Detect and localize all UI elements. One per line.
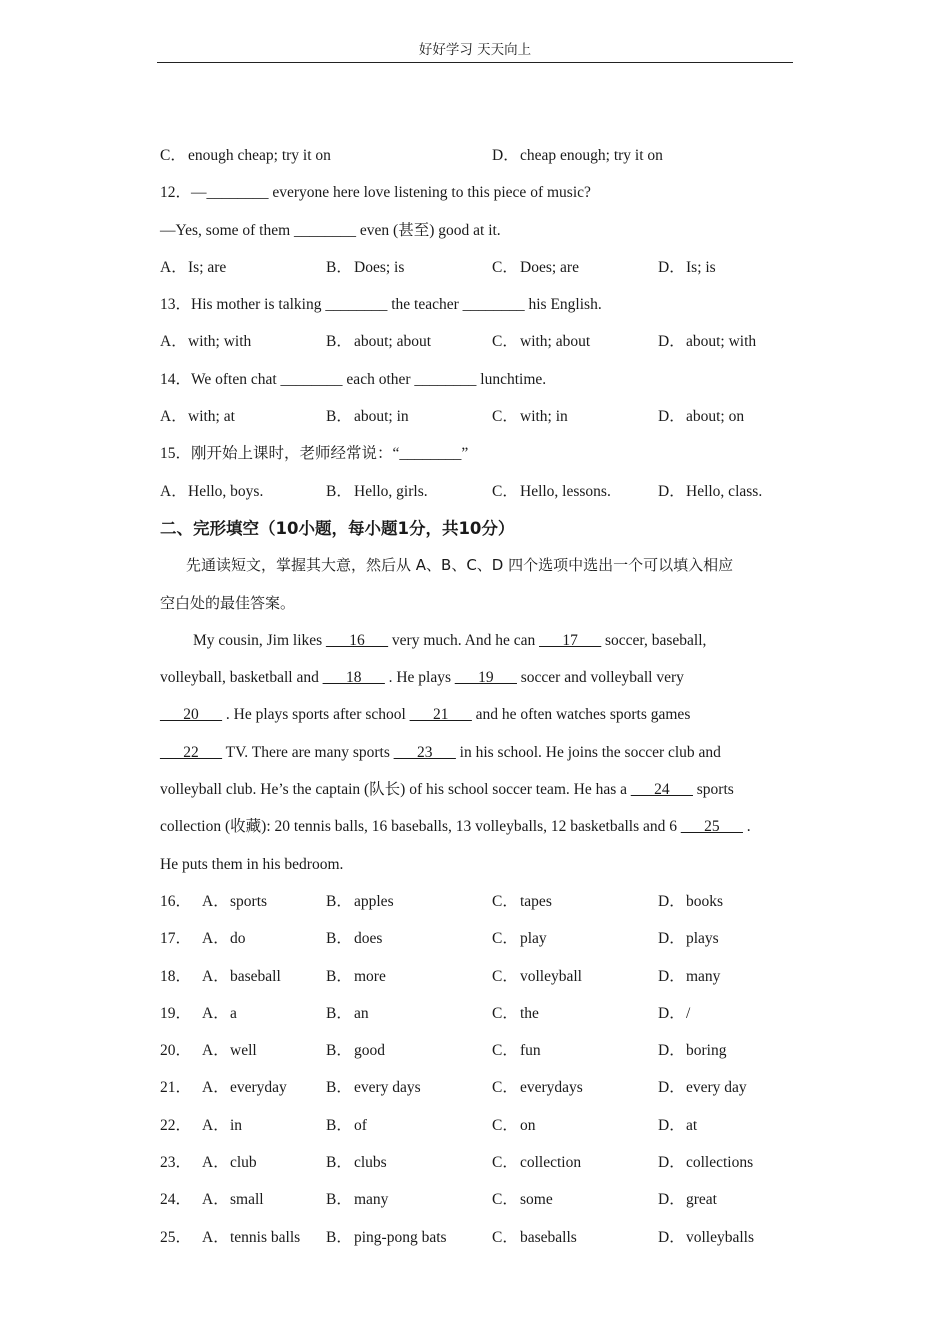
passage-line-1: My cousin, Jim likes ___16___ very much. And he can ___17___ soccer, baseball,	[193, 631, 707, 649]
q15-option-c: C． Hello, lessons.	[492, 482, 611, 500]
q15-options	[160, 473, 794, 510]
blank-21: ___21___	[409, 706, 472, 724]
header-title: 好好学习 天天向上	[418, 42, 532, 58]
cloze-item-16: 16． A．sports B． apples C． tapes D．books	[160, 892, 724, 910]
q14-options	[160, 398, 794, 435]
cloze-item-23: 23． A．club B． clubs C． collection D．collections	[160, 1154, 754, 1172]
blank-25: ___25___	[680, 818, 743, 836]
q12-stem-line1: 12．—________ everyone here love listening to this piece of music?	[160, 184, 591, 202]
cloze-item-25: 25． A．tennis balls B． ping-pong bats C． baseballs D．volleyballs	[160, 1228, 755, 1246]
q12-option-b: B． Does; is	[326, 258, 405, 276]
q13-stem: 13．His mother is talking ________ the teacher ________ his English.	[160, 296, 602, 314]
q12-option-a: A．Is; are	[160, 258, 227, 276]
q12-option-c: C． Does; are	[492, 258, 579, 276]
q14-option-b: B． about; in	[326, 408, 409, 426]
q14-option-d: D．about; on	[658, 408, 745, 426]
cloze-item-22: 22． A．in B． of C． on D．at	[160, 1116, 698, 1134]
cloze-item-17: 17． A．do B． does C． play D．plays	[160, 930, 719, 948]
q14-option-c: C． with; in	[492, 408, 568, 426]
cloze-item-18: 18． A．baseball B． more C． volleyball D．many	[160, 967, 721, 985]
blank-18: ___18___	[322, 669, 385, 687]
cloze-options	[160, 883, 794, 1256]
q12-option-d: D．Is; is	[658, 258, 716, 276]
q15-stem: 15．刚开始上课时，老师经常说：“________”	[160, 445, 469, 463]
section-instructions-line2: 空白处的最佳答案。	[160, 593, 296, 612]
cloze-item-19: 19． A．a B． an C． the D．/	[160, 1004, 691, 1022]
passage-line-3: ___20___ . He plays sports after school ___21___ and he often watches sports games	[160, 706, 691, 724]
q12-stem-line2: —Yes, some of them ________ even (甚至) good at it.	[160, 221, 501, 239]
blank-20: ___20___	[160, 706, 222, 724]
q15-option-b: B． Hello, girls.	[326, 482, 428, 500]
passage-line-6: collection (收藏): 20 tennis balls, 16 baseballs, 13 volleyballs, 12 basketballs and 6 ___25___ .	[160, 818, 751, 836]
q13-option-d: D．about; with	[658, 333, 757, 351]
q15-option-a: A．Hello, boys.	[160, 482, 264, 500]
q11-option-d: D．cheap enough; try it on	[492, 147, 663, 164]
q13-options	[160, 323, 794, 360]
blank-23: ___23___	[393, 743, 456, 761]
q15-option-d: D．Hello, class.	[658, 482, 763, 500]
cloze-item-21: 21． A．everyday B． every days C． everydays D．every day	[160, 1079, 747, 1097]
cloze-item-20: 20． A．well B． good C． fun D．boring	[160, 1042, 727, 1060]
blank-19: ___19___	[454, 669, 517, 687]
passage-line-5: volleyball club. He’s the captain (队长) of his school soccer team. He has a ___24___ sports	[160, 781, 734, 799]
q13-option-b: B． about; about	[326, 333, 432, 351]
blank-24: ___24___	[630, 781, 693, 799]
q11-options	[160, 137, 794, 174]
q14-stem: 14．We often chat ________ each other ________ lunchtime.	[160, 370, 547, 388]
q11-option-c: C． enough cheap; try it on	[160, 147, 331, 164]
page-header	[157, 0, 793, 63]
q13-option-c: C． with; about	[492, 333, 591, 351]
document-body	[160, 137, 794, 1256]
blank-16: ___16___	[326, 631, 389, 649]
q13-option-a: A．with; with	[160, 333, 252, 351]
section-heading: 二、完形填空（10小题，每小题1分，共10分）	[160, 518, 515, 538]
cloze-item-24: 24． A．small B． many C． some D．great	[160, 1191, 717, 1209]
passage-line-7: He puts them in his bedroom.	[160, 855, 344, 873]
passage-line-2: volleyball, basketball and ___18___ . He plays ___19___ soccer and volleyball very	[160, 669, 684, 687]
q12-options	[160, 249, 794, 286]
q14-option-a: A．with; at	[160, 408, 235, 426]
passage-line-4: ___22___ TV. There are many sports ___23___ in his school. He joins the soccer club and	[160, 743, 721, 761]
blank-17: ___17___	[539, 631, 602, 649]
section-instructions-line1: 先通读短文，掌握其大意，然后从 A、B、C、D 四个选项中选出一个可以填入相应	[186, 556, 734, 575]
blank-22: ___22___	[160, 743, 222, 761]
